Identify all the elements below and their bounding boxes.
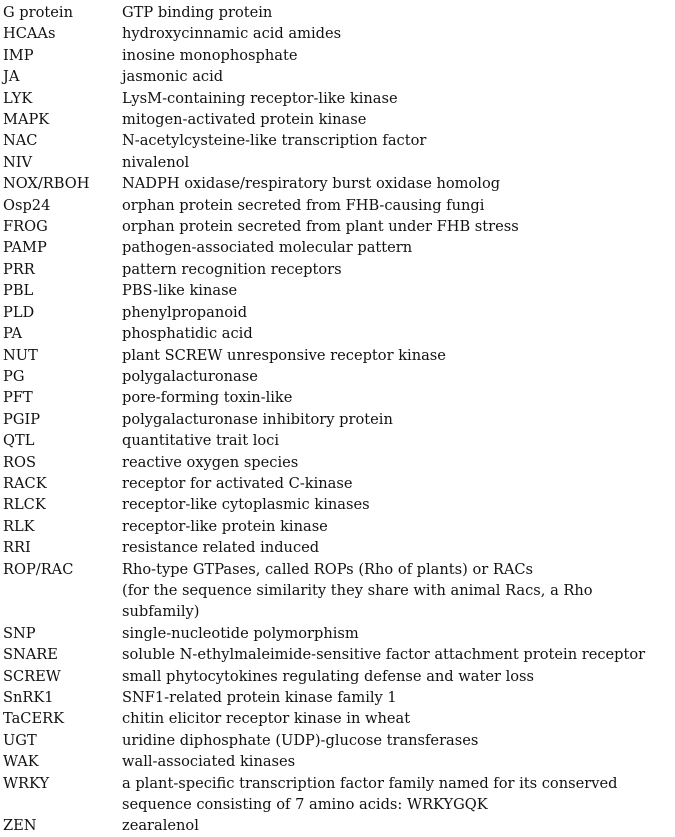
abbreviation-definition: receptor-like cytoplasmic kinases — [122, 496, 370, 514]
abbreviation-row — [3, 280, 673, 301]
abbreviation-definition: resistance related induced — [122, 539, 320, 557]
abbreviation-definition: plant SCREW unresponsive receptor kinase — [122, 346, 446, 364]
abbreviation-row — [3, 559, 673, 623]
abbreviation-row — [3, 302, 673, 323]
abbreviation-definition: jasmonic acid — [122, 68, 224, 86]
abbreviation-term: RLK — [3, 517, 35, 535]
abbreviation-definition: single-nucleotide polymorphism — [122, 624, 359, 642]
abbreviation-term: UGT — [3, 731, 37, 749]
abbreviation-term: MAPK — [3, 111, 50, 129]
abbreviation-definition: pathogen-associated molecular pattern — [122, 239, 413, 257]
abbreviation-row — [3, 2, 673, 23]
abbreviation-term: IMP — [3, 46, 34, 64]
abbreviation-term: RLCK — [3, 496, 46, 514]
abbreviation-definition: quantitative trait loci — [122, 432, 279, 450]
abbreviation-definition: pattern recognition receptors — [122, 260, 342, 278]
abbreviation-definition: pore-forming toxin-like — [122, 389, 293, 407]
abbreviation-definition: SNF1-related protein kinase family 1 — [122, 689, 397, 706]
abbreviation-definition: soluble N-ethylmaleimide-sensitive factor attachment protein receptor — [122, 646, 646, 664]
abbreviation-row — [3, 366, 673, 387]
abbreviation-term: SCREW — [3, 667, 61, 685]
abbreviation-definition: hydroxycinnamic acid amides — [122, 25, 342, 43]
abbreviation-definition: small phytocytokines regulating defense and water loss — [122, 667, 535, 685]
abbreviation-definition: chitin elicitor receptor kinase in wheat — [122, 710, 411, 728]
abbreviation-term: TaCERK — [3, 710, 65, 728]
abbreviation-row — [3, 323, 673, 344]
abbreviation-term: ZEN — [3, 817, 37, 835]
abbreviation-definition: wall-associated kinases — [122, 753, 296, 771]
abbreviation-row — [3, 751, 673, 772]
abbreviation-term: G protein — [3, 4, 73, 21]
abbreviation-term: ROS — [3, 453, 36, 471]
abbreviation-row — [3, 708, 673, 729]
abbreviation-row — [3, 644, 673, 665]
abbreviation-term: PAMP — [3, 239, 47, 257]
abbreviation-term: SnRK1 — [3, 689, 54, 706]
abbreviation-row — [3, 45, 673, 66]
abbreviation-row — [3, 409, 673, 430]
abbreviation-definition: uridine diphosphate (UDP)-glucose transferases — [122, 731, 479, 749]
abbreviation-row — [3, 387, 673, 408]
abbreviation-row — [3, 216, 673, 237]
abbreviation-definition: a plant-specific transcription factor family named for its conserved sequence consisting of 7 amino acids: WRKYGQK — [122, 774, 618, 814]
abbreviation-definition: Rho-type GTPases, called ROPs (Rho of plants) or RACs (for the sequence similarity they share with animal Racs, a Rho subfamily) — [122, 560, 593, 621]
abbreviation-term: RRI — [3, 539, 31, 557]
abbreviation-term: WAK — [3, 753, 39, 771]
abbreviation-term: ROP/RAC — [3, 560, 74, 578]
abbreviation-row — [3, 687, 673, 708]
abbreviation-term: Osp24 — [3, 196, 51, 214]
abbreviation-term: LYK — [3, 89, 33, 107]
abbreviation-definition: phosphatidic acid — [122, 325, 253, 343]
abbreviation-definition: PBS-like kinase — [122, 282, 238, 300]
abbreviation-row — [3, 109, 673, 130]
abbreviation-row — [3, 537, 673, 558]
abbreviation-term: JA — [3, 68, 20, 86]
abbreviation-definition: inosine monophosphate — [122, 46, 298, 64]
abbreviations-table — [3, 2, 673, 837]
abbreviation-term: RACK — [3, 474, 47, 492]
abbreviation-row — [3, 237, 673, 258]
abbreviation-definition: receptor-like protein kinase — [122, 517, 328, 535]
abbreviation-row — [3, 130, 673, 151]
abbreviation-definition: nivalenol — [122, 153, 190, 171]
abbreviation-row — [3, 345, 673, 366]
abbreviation-row — [3, 173, 673, 194]
abbreviation-row — [3, 666, 673, 687]
abbreviation-definition: reactive oxygen species — [122, 453, 299, 471]
abbreviation-term: PLD — [3, 303, 35, 321]
abbreviation-term: NAC — [3, 132, 38, 150]
abbreviation-row — [3, 23, 673, 44]
abbreviation-row — [3, 259, 673, 280]
abbreviation-term: WRKY — [3, 774, 50, 792]
abbreviation-row — [3, 473, 673, 494]
abbreviation-row — [3, 623, 673, 644]
abbreviation-row — [3, 730, 673, 751]
abbreviation-definition: zearalenol — [122, 817, 199, 835]
abbreviation-row — [3, 88, 673, 109]
abbreviation-term: HCAAs — [3, 25, 56, 43]
abbreviation-term: QTL — [3, 432, 35, 450]
abbreviation-term: SNP — [3, 624, 36, 642]
abbreviation-row — [3, 494, 673, 515]
abbreviation-definition: orphan protein secreted from plant under FHB stress — [122, 218, 519, 236]
abbreviation-definition: polygalacturonase — [122, 367, 258, 385]
abbreviation-row — [3, 452, 673, 473]
abbreviation-definition: N-acetylcysteine-like transcription factor — [122, 132, 427, 150]
abbreviation-definition: LysM-containing receptor-like kinase — [122, 89, 398, 107]
abbreviation-term: NUT — [3, 346, 38, 364]
abbreviation-definition: mitogen-activated protein kinase — [122, 111, 367, 129]
abbreviation-term: PA — [3, 325, 23, 343]
abbreviation-term: PRR — [3, 260, 35, 278]
abbreviation-definition: receptor for activated C-kinase — [122, 474, 353, 492]
abbreviation-row — [3, 430, 673, 451]
abbreviation-definition: orphan protein secreted from FHB-causing fungi — [122, 196, 485, 214]
abbreviation-row — [3, 516, 673, 537]
abbreviation-term: SNARE — [3, 646, 58, 664]
abbreviation-term: PGIP — [3, 410, 41, 428]
abbreviation-definition: polygalacturonase inhibitory protein — [122, 410, 393, 428]
abbreviation-term: PG — [3, 367, 25, 385]
abbreviation-row — [3, 815, 673, 836]
abbreviation-row — [3, 66, 673, 87]
abbreviation-definition: GTP binding protein — [122, 4, 273, 21]
abbreviation-row — [3, 152, 673, 173]
abbreviation-term: NIV — [3, 153, 33, 171]
abbreviation-definition: NADPH oxidase/respiratory burst oxidase homolog — [122, 175, 501, 193]
abbreviation-row — [3, 773, 673, 816]
abbreviation-term: NOX/RBOH — [3, 175, 90, 193]
abbreviation-term: FROG — [3, 218, 48, 236]
abbreviation-term: PBL — [3, 282, 34, 300]
abbreviation-definition: phenylpropanoid — [122, 303, 248, 321]
abbreviation-row — [3, 195, 673, 216]
abbreviation-term: PFT — [3, 389, 33, 407]
